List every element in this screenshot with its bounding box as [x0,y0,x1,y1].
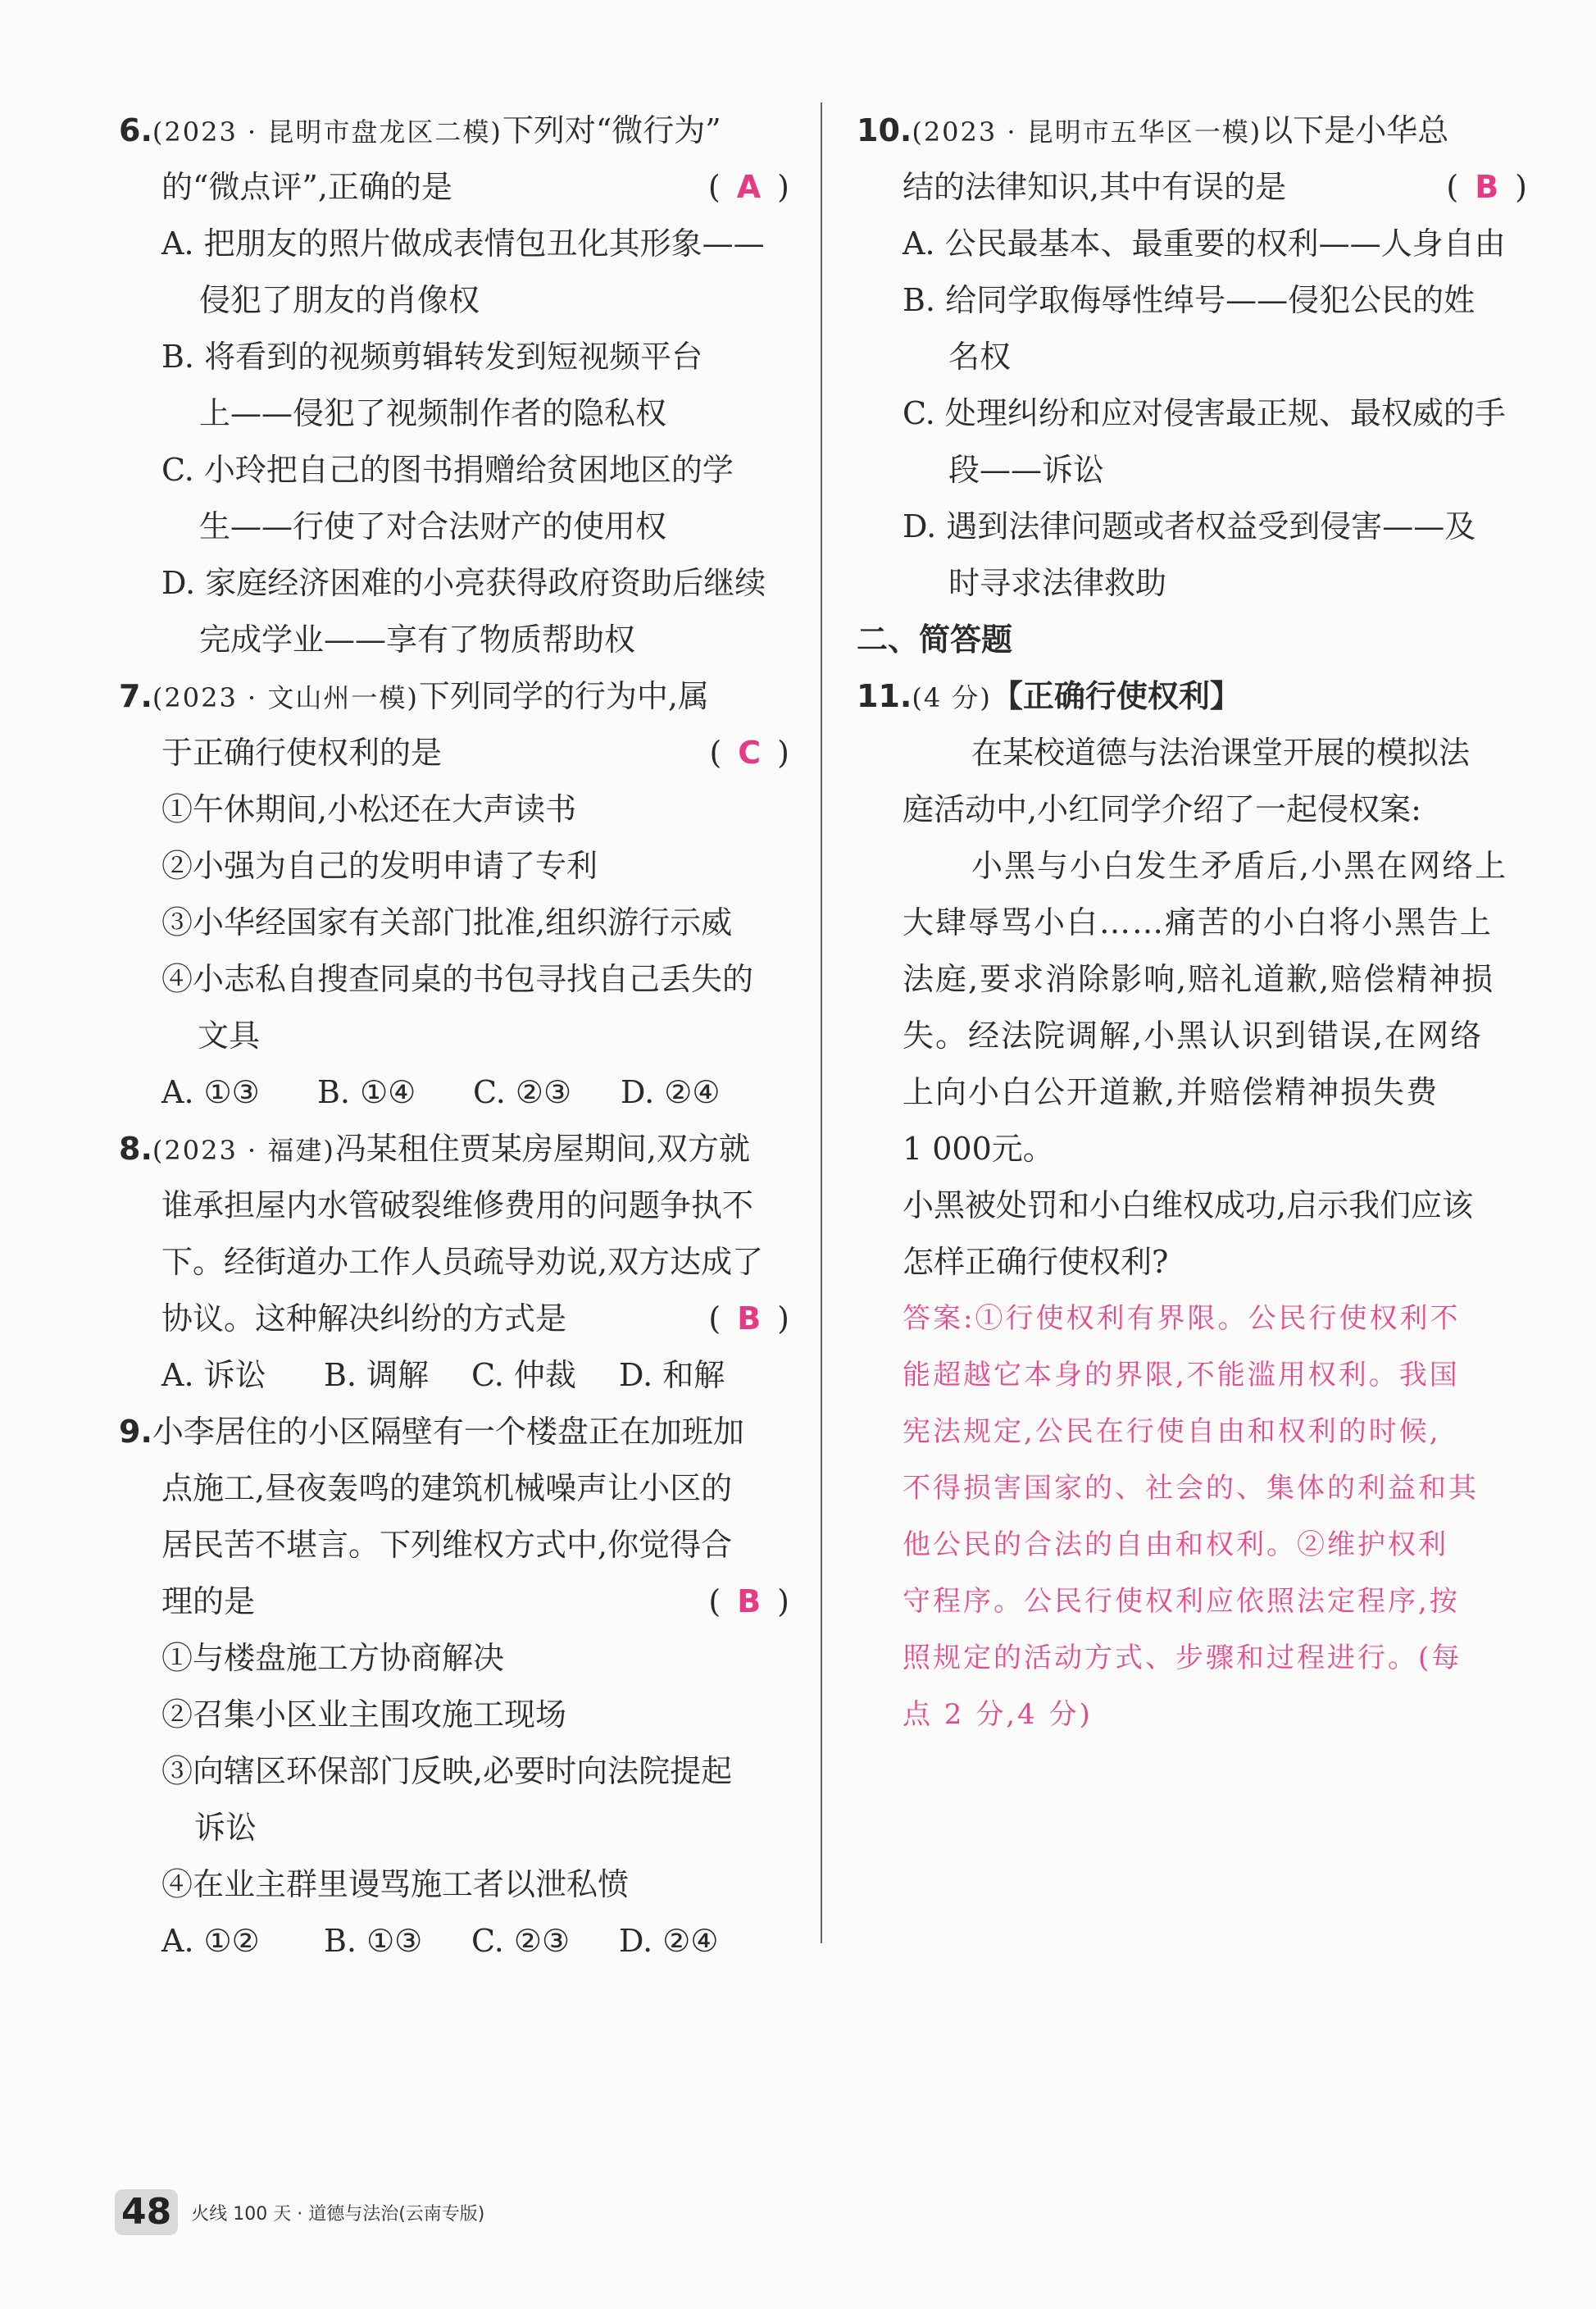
q10-option-a: A. 公民最基本、最重要的权利——人身自由 [903,225,1506,262]
q7-item-4-cont: 文具 [198,1018,261,1054]
q8-stem-line3: 下。经街道办工作人员疏导劝说,双方达成了 [161,1244,764,1280]
q6-option-c: C. 小玲把自己的图书捐赠给贫困地区的学 [161,452,734,488]
q9-stem-line1: 9.小李居住的小区隔壁有一个楼盘正在加班加 [119,1414,744,1450]
q8-options: A. 诉讼 B. 调解 C. 仲裁 D. 和解 [161,1357,725,1393]
q11-answer-line4: 不得损害国家的、社会的、集体的利益和其 [903,1472,1479,1505]
q6-option-d: D. 家庭经济困难的小亮获得政府资助后继续 [161,565,766,601]
q10-stem-line1: 10.(2023 · 昆明市五华区一模)以下是小华总 [857,112,1449,148]
page-number: 48 [115,2189,178,2235]
q11-story-line2: 大肆辱骂小白……痛苦的小白将小黑告上 [903,904,1494,940]
q7-item-4: ④小志私自搜查同桌的书包寻找自己丢失的 [161,961,754,997]
q9-item-4: ④在业主群里谩骂施工者以泄私愤 [161,1866,630,1902]
q6-option-a-cont: 侵犯了朋友的肖像权 [199,282,480,318]
section-heading: 二、简答题 [857,622,1013,658]
q9-stem-line3: 居民苦不堪言。下列维权方式中,你觉得合 [161,1527,733,1563]
q11-story-line6: 1 000元。 [903,1131,1054,1167]
q11-heading: 11.(4 分)【正确行使权利】 [857,678,1241,714]
q8-answer: ( B ) [708,1300,791,1337]
q11-answer-line7: 照规定的活动方式、步骤和过程进行。(每 [903,1642,1462,1674]
q9-options: A. ①② B. ①③ C. ②③ D. ②④ [161,1923,719,1959]
q6-option-b-cont: 上——侵犯了视频制作者的隐私权 [199,395,667,431]
q6-option-c-cont: 生——行使了对合法财产的使用权 [199,508,667,544]
q11-intro-line1: 在某校道德与法治课堂开展的模拟法 [971,735,1471,771]
book-title: 火线 100 天 · 道德与法治(云南专版) [191,2203,485,2225]
q7-item-2: ②小强为自己的发明申请了专利 [161,848,598,884]
q6-option-a: A. 把朋友的照片做成表情包丑化其形象—— [161,225,765,262]
q11-answer-line1: 答案:①行使权利有界限。公民行使权利不 [903,1302,1461,1335]
q6-answer: ( A ) [707,169,791,205]
q8-stem-line4: 协议。这种解决纠纷的方式是 ( B ) [119,1291,791,1347]
q11-answer-line5: 他公民的合法的自由和权利。②维护权利 [903,1528,1448,1561]
q6-stem-line2: 的“微点评”,正确的是 ( A ) [119,159,791,216]
q10-option-c-cont: 段——诉讼 [948,452,1105,488]
q7-answer: ( C ) [709,735,791,771]
q11-intro-line2: 庭活动中,小红同学介绍了一起侵权案: [903,791,1421,827]
q11-story-line3: 法庭,要求消除影响,赔礼道歉,赔偿精神损 [903,961,1495,997]
q10-option-d: D. 遇到法律问题或者权益受到侵害——及 [903,508,1476,544]
q10-option-d-cont: 时寻求法律救助 [948,565,1167,601]
q10-option-b-cont: 名权 [948,339,1012,375]
q10-answer: ( B ) [1446,169,1529,205]
q9-item-2: ②召集小区业主围攻施工现场 [161,1696,567,1733]
q10-option-c: C. 处理纠纷和应对侵害最正规、最权威的手 [903,395,1506,431]
q6-stem-line1: 6.(2023 · 昆明市盘龙区二模)下列对“微行为” [119,112,721,148]
q10-option-b: B. 给同学取侮辱性绰号——侵犯公民的姓 [903,282,1476,318]
q6-option-d-cont: 完成学业——享有了物质帮助权 [199,622,636,658]
right-column [857,102,1529,1743]
q9-item-3: ③向辖区环保部门反映,必要时向法院提起 [161,1753,733,1789]
q9-answer: ( B ) [708,1583,791,1619]
q6-option-b: B. 将看到的视频剪辑转发到短视频平台 [161,339,703,375]
left-column [119,102,791,1970]
q9-stem-line2: 点施工,昼夜轰鸣的建筑机械噪声让小区的 [161,1470,733,1506]
q7-stem-line1: 7.(2023 · 文山州一模)下列同学的行为中,属 [119,678,709,714]
q10-stem-line2: 结的法律知识,其中有误的是 ( B ) [857,159,1529,216]
q11-story-line5: 上向小白公开道歉,并赔偿精神损失费 [903,1074,1439,1110]
q11-answer-line2: 能超越它本身的界限,不能滥用权利。我国 [903,1359,1460,1391]
page-footer [115,2188,484,2237]
q11-answer-line8: 点 2 分,4 分) [903,1698,1093,1731]
column-divider [821,102,822,1943]
q9-item-1: ①与楼盘施工方协商解决 [161,1640,505,1676]
q11-question-line1: 小黑被处罚和小白维权成功,启示我们应该 [903,1187,1474,1223]
q7-item-1: ①午休期间,小松还在大声读书 [161,791,577,827]
q7-options: A. ①③ B. ①④ C. ②③ D. ②④ [161,1074,721,1110]
q7-stem-line2: 于正确行使权利的是 ( C ) [119,725,791,781]
q11-question-line2: 怎样正确行使权利? [903,1244,1169,1280]
q11-story-line1: 小黑与小白发生矛盾后,小黑在网络上 [971,848,1508,884]
q11-story-line4: 失。经法院调解,小黑认识到错误,在网络 [903,1018,1484,1054]
q8-stem-line2: 谁承担屋内水管破裂维修费用的问题争执不 [161,1187,754,1223]
q9-stem-line4: 理的是 ( B ) [119,1573,791,1630]
q7-item-3: ③小华经国家有关部门批准,组织游行示威 [161,904,733,940]
q11-answer-line3: 宪法规定,公民在行使自由和权利的时候, [903,1415,1441,1448]
q8-stem-line1: 8.(2023 · 福建)冯某租住贾某房屋期间,双方就 [119,1131,750,1167]
q9-item-3-cont: 诉讼 [194,1810,257,1846]
q11-answer-line6: 守程序。公民行使权利应依照法定程序,按 [903,1585,1460,1618]
